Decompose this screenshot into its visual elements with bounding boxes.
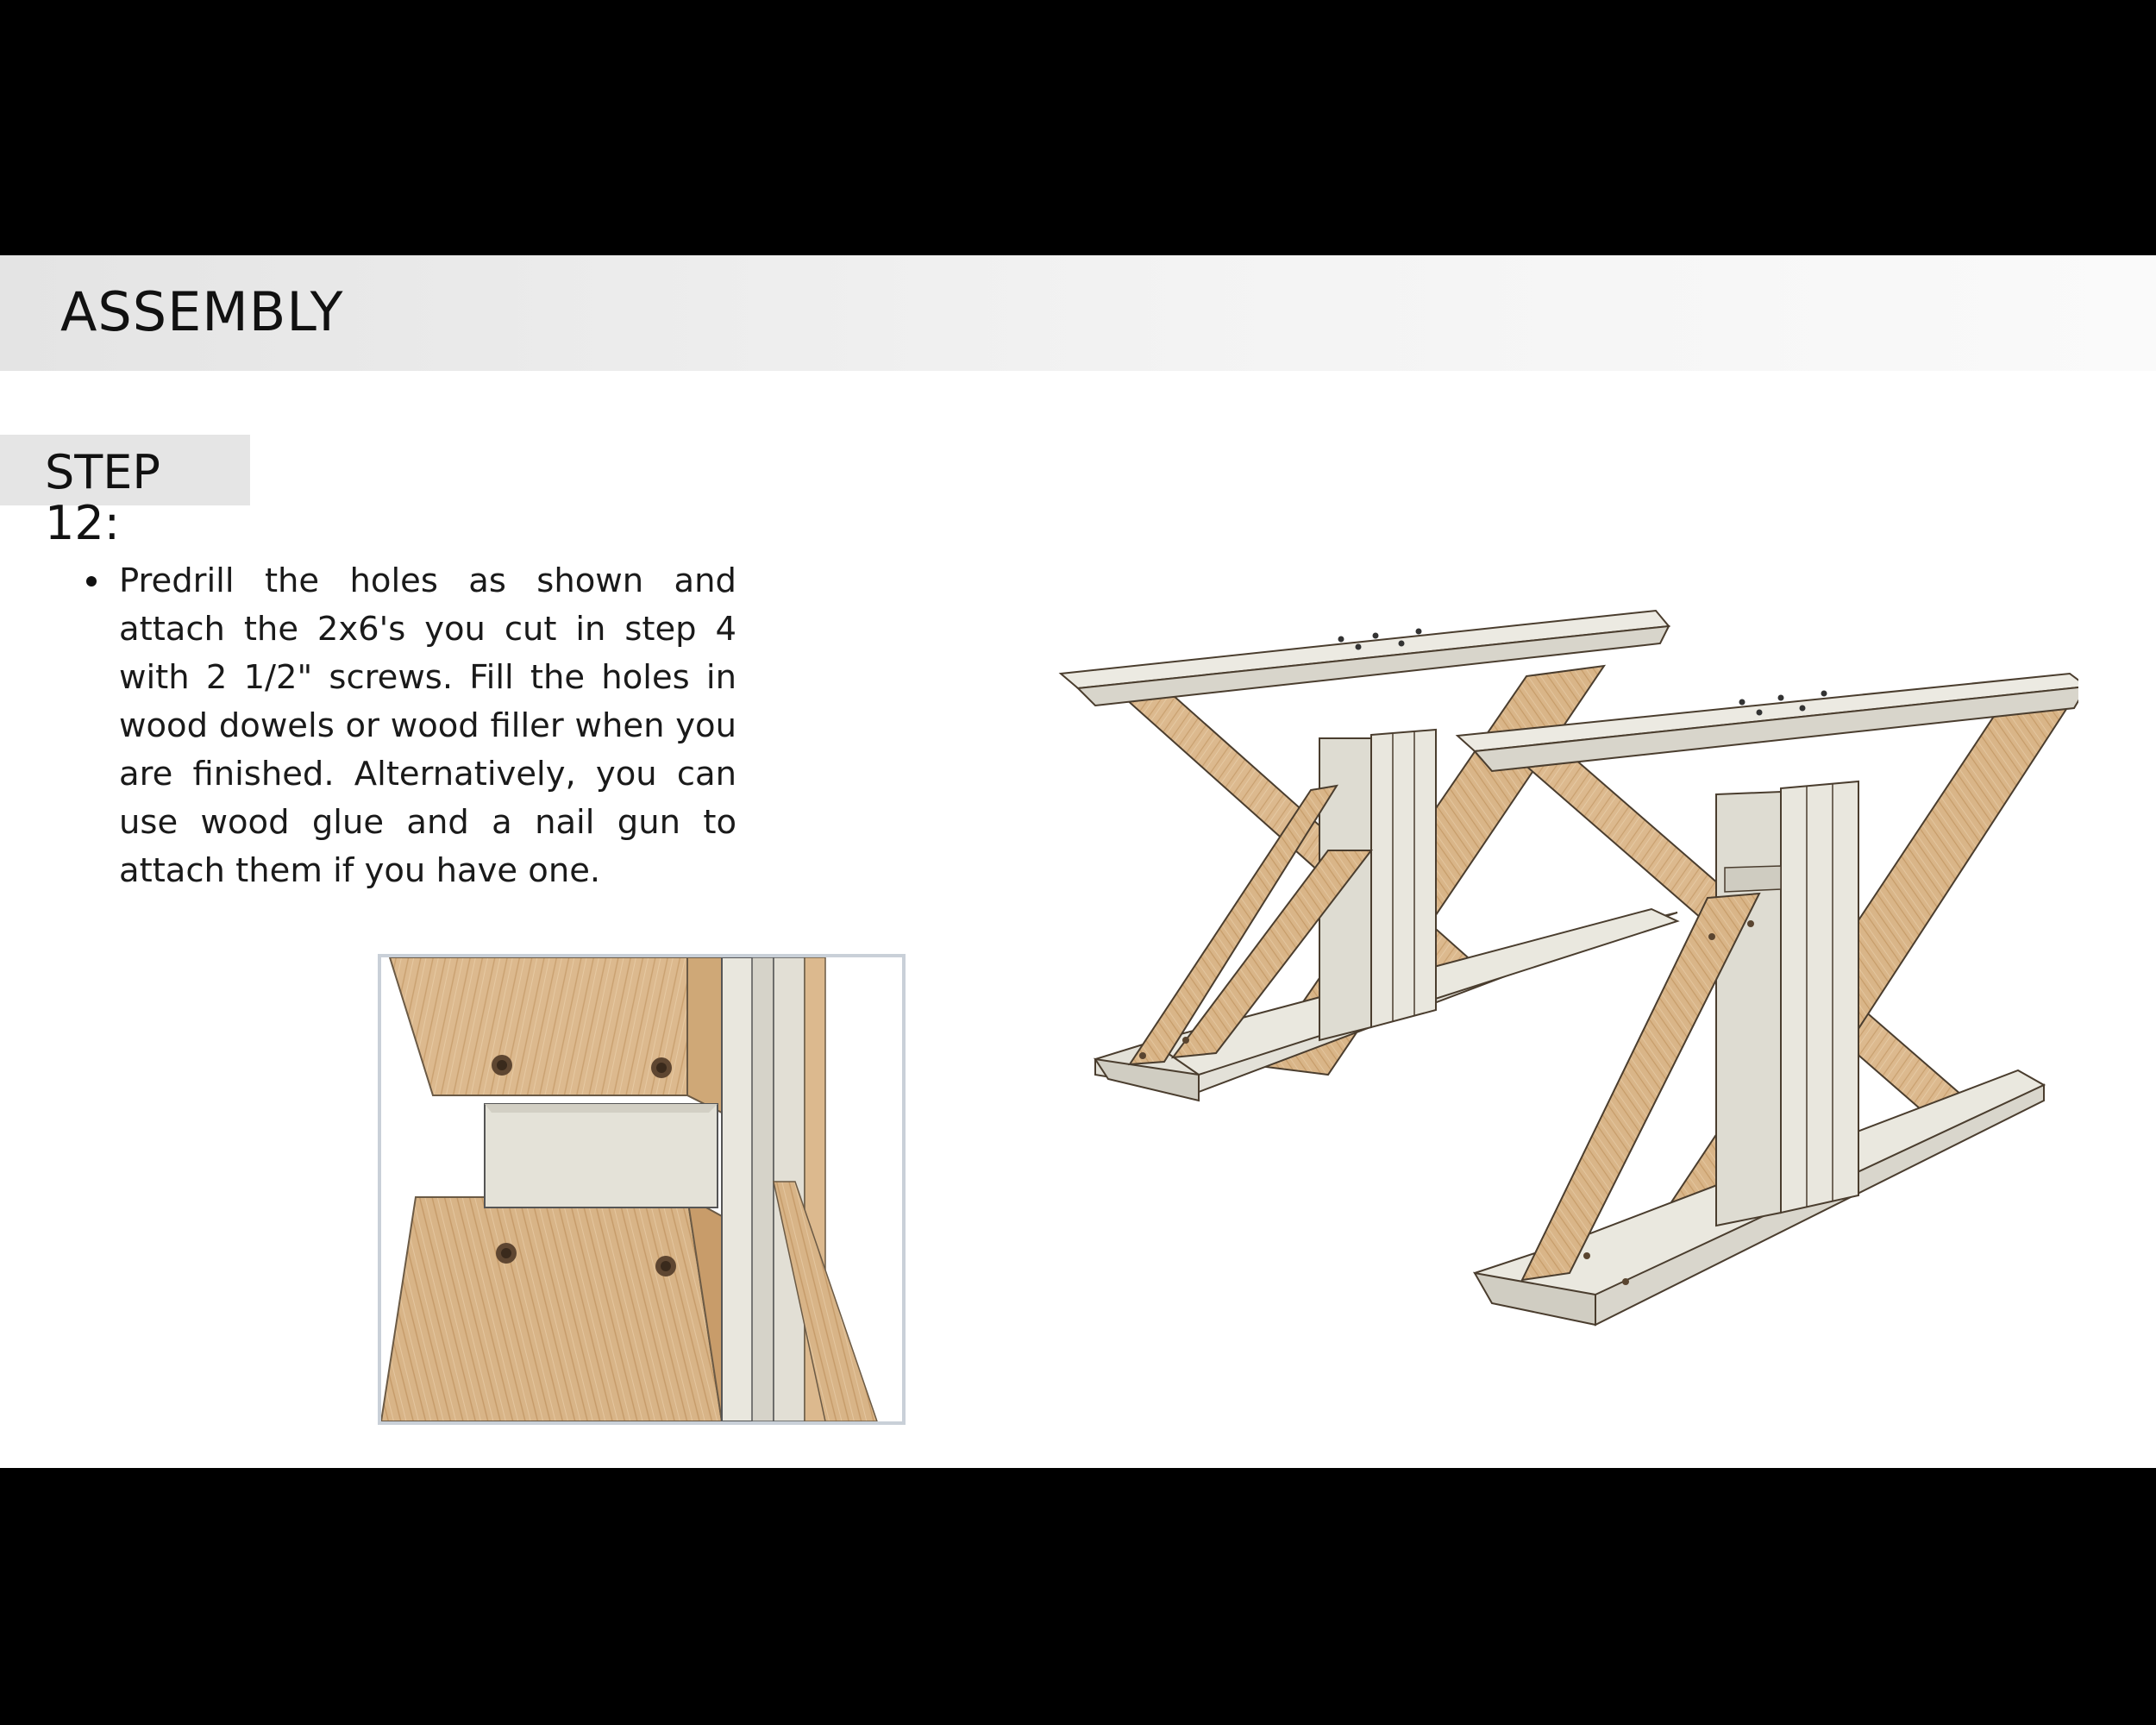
bullet-icon [86, 576, 97, 586]
section-title: ASSEMBLY [60, 280, 344, 343]
close-up-joint-illustration [381, 957, 902, 1421]
slide [0, 255, 2156, 1468]
table-leg-front [1457, 674, 2078, 1325]
table-leg-back [1061, 611, 1677, 1101]
instruction-text: Predrill the holes as shown and attach the 2x6's you cut in step 4 with 2 1/2" screws. Fill the holes in wood dowels or wood filler when you are finished. Alternatively, you can use wood glue and a nail gun to attach them if you have one. [119, 561, 736, 890]
step-title: STEP 12: [45, 445, 160, 551]
detail-image-frame [378, 954, 906, 1425]
step-label-box [0, 435, 250, 551]
main-image [1044, 592, 2078, 1342]
trestle-table-legs-illustration [1044, 592, 2078, 1342]
instruction-item [79, 557, 736, 895]
instruction-list [79, 557, 736, 895]
header-band [0, 255, 2156, 371]
